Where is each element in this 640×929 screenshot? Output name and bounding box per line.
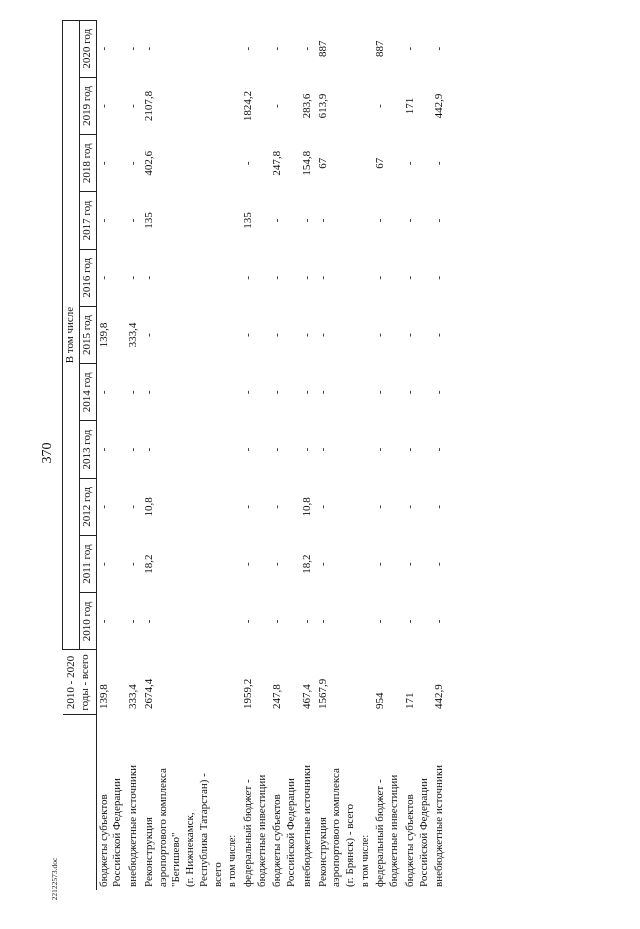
row-value-2012-год: - — [97, 505, 110, 509]
row-value-2018-год — [359, 135, 374, 192]
row-value-2013-год: - — [142, 447, 155, 452]
row-value-2018-год: - — [241, 161, 254, 166]
table-row — [241, 20, 271, 890]
row-total: 1567,9 — [316, 678, 329, 709]
row-label: Реконструкция аэропортового комплекса (г. Брянск) - всего — [316, 768, 356, 887]
row-value-2020-год: - — [403, 46, 416, 51]
row-value-2018-год: 154,8 — [300, 150, 313, 176]
row-value-2020-год: - — [433, 46, 446, 51]
row-value-2012-год: 10,8 — [300, 497, 313, 517]
row-label: внебюджетные источники — [300, 764, 313, 887]
year-header-8: 2018 год — [79, 135, 96, 192]
year-header-6: 2016 год — [79, 249, 96, 306]
row-value-2010-год: - — [142, 619, 155, 624]
year-header-1: 2011 год — [79, 535, 96, 592]
row-value-2016-год: - — [271, 275, 284, 280]
row-value-2020-год: 887 — [374, 40, 387, 57]
row-value-2011-год: - — [374, 562, 387, 566]
row-value-2011-год: - — [271, 562, 284, 566]
row-value-2018-год: - — [403, 161, 416, 166]
row-value-2017-год — [359, 192, 374, 249]
row-value-2014-год: - — [271, 390, 284, 395]
row-value-2010-год: - — [403, 619, 416, 624]
row-value-2012-год: - — [241, 505, 254, 509]
row-value-2010-год: - — [271, 619, 284, 624]
row-value-2016-год: - — [241, 275, 254, 280]
row-value-2020-год: - — [97, 46, 110, 51]
row-value-2010-год — [226, 593, 241, 650]
row-value-2013-год: - — [300, 447, 313, 452]
group-header: В том числе — [63, 20, 80, 650]
row-value-2014-год: - — [433, 390, 446, 395]
row-value-2019-год: 1824,2 — [241, 90, 254, 122]
row-value-2015-год — [226, 306, 241, 363]
row-value-2018-год — [226, 135, 241, 192]
row-value-2019-год: 171 — [403, 97, 416, 115]
row-value-2017-год: - — [433, 218, 446, 223]
row-label: в том числе: — [227, 834, 239, 887]
table-row — [270, 20, 300, 890]
row-value-2015-год: - — [142, 333, 155, 337]
row-value-2013-год: - — [403, 447, 416, 452]
row-value-2013-год — [226, 421, 241, 478]
row-value-2014-год: - — [97, 390, 110, 395]
row-total: 247,8 — [271, 684, 284, 709]
row-value-2014-год: - — [127, 390, 139, 395]
table-row — [96, 20, 126, 890]
row-value-2012-год: - — [403, 505, 416, 509]
row-value-2015-год — [359, 306, 374, 363]
row-value-2016-год: - — [403, 275, 416, 280]
row-value-2010-год: - — [300, 619, 313, 624]
row-value-2012-год: - — [374, 505, 387, 509]
row-value-2010-год: - — [433, 619, 446, 624]
row-value-2013-год: - — [127, 447, 139, 452]
row-value-2011-год — [226, 535, 241, 592]
row-value-2010-год: - — [97, 619, 110, 624]
row-value-2015-год: 333,4 — [127, 322, 139, 348]
row-value-2017-год: 135 — [241, 212, 254, 229]
row-value-2019-год: 2107,8 — [142, 90, 155, 122]
row-value-2019-год — [359, 77, 374, 134]
row-value-2011-год: - — [433, 562, 446, 566]
row-value-2012-год — [226, 478, 241, 535]
row-value-2011-год: - — [403, 562, 416, 566]
row-value-2019-год: - — [374, 104, 387, 108]
row-value-2011-год: 18,2 — [300, 554, 313, 574]
total-column-header: 2010 - 2020 годы - всего — [63, 650, 97, 715]
row-value-2015-год: - — [403, 333, 416, 337]
row-value-2014-год: - — [403, 390, 416, 395]
row-value-2012-год: - — [271, 505, 284, 509]
row-value-2020-год: - — [127, 46, 139, 51]
table-body — [96, 20, 448, 890]
row-value-2016-год: - — [316, 275, 329, 280]
row-total: 467,4 — [300, 684, 313, 709]
row-value-2016-год: - — [433, 275, 446, 280]
funding-table — [62, 20, 448, 890]
row-value-2011-год: - — [127, 562, 139, 566]
row-value-2019-год: 613,9 — [316, 93, 329, 119]
year-header-7: 2017 год — [79, 192, 96, 249]
table-row — [300, 20, 316, 890]
row-value-2013-год: - — [271, 447, 284, 452]
row-value-2014-год: - — [142, 390, 155, 395]
row-value-2019-год: - — [271, 104, 284, 108]
row-value-2015-год: - — [241, 333, 254, 337]
row-label: бюджеты субъектов Российской Федерации — [271, 778, 297, 887]
page-number: 370 — [40, 442, 55, 464]
row-label: в том числе: — [359, 834, 371, 887]
row-total: 1959,2 — [241, 678, 254, 709]
row-value-2017-год: - — [300, 218, 313, 223]
row-value-2019-год — [226, 77, 241, 134]
row-label: внебюджетные источники — [433, 764, 446, 887]
row-total — [359, 650, 374, 715]
row-total — [226, 650, 241, 715]
row-value-2014-год: - — [300, 390, 313, 395]
row-value-2011-год: 18,2 — [142, 554, 155, 574]
table-row — [403, 20, 433, 890]
row-value-2016-год: - — [142, 275, 155, 280]
row-value-2018-год: 402,6 — [142, 150, 155, 176]
row-value-2014-год: - — [316, 390, 329, 395]
row-value-2011-год: - — [97, 562, 110, 566]
table-row — [432, 20, 448, 890]
row-total: 171 — [403, 692, 416, 709]
table-row — [316, 20, 359, 890]
row-label: федеральный бюджет - бюджетные инвестиции — [241, 774, 268, 887]
row-value-2013-год: - — [97, 447, 110, 452]
row-value-2018-год: - — [127, 161, 139, 166]
row-value-2018-год: 247,8 — [271, 150, 284, 176]
row-value-2020-год: - — [142, 46, 155, 51]
row-value-2011-год: - — [316, 562, 329, 566]
row-value-2012-год: - — [433, 505, 446, 509]
row-value-2019-год: 283,6 — [300, 93, 313, 119]
row-value-2014-год — [226, 364, 241, 421]
year-header-3: 2013 год — [79, 421, 96, 478]
row-value-2014-год — [359, 364, 374, 421]
row-value-2013-год: - — [374, 447, 387, 452]
row-value-2017-год: - — [271, 218, 284, 223]
year-header-10: 2020 год — [79, 20, 96, 77]
row-value-2015-год: - — [300, 333, 313, 337]
row-value-2017-год: - — [316, 218, 329, 223]
row-value-2015-год: 139,8 — [97, 322, 110, 348]
row-value-2017-год: - — [97, 218, 110, 223]
table-row — [373, 20, 403, 890]
row-value-2017-год: - — [374, 218, 387, 223]
row-value-2013-год: - — [241, 447, 254, 452]
row-value-2018-год: 67 — [374, 157, 387, 169]
row-value-2016-год: - — [374, 275, 387, 280]
row-value-2019-год: - — [127, 104, 139, 108]
row-total: 2674,4 — [142, 678, 155, 709]
row-value-2016-год: - — [97, 275, 110, 280]
row-value-2020-год — [359, 20, 374, 77]
row-value-2013-год: - — [316, 447, 329, 452]
row-value-2013-год: - — [433, 447, 446, 452]
row-value-2017-год: - — [403, 218, 416, 223]
document-code: 22122573.doc — [50, 857, 59, 901]
row-value-2014-год: - — [241, 390, 254, 395]
row-value-2016-год — [226, 249, 241, 306]
row-label: внебюджетные источники — [127, 764, 139, 887]
row-label: бюджеты субъектов Российской Федерации — [97, 778, 124, 887]
row-value-2020-год: - — [271, 46, 284, 51]
row-value-2019-год: 442,9 — [433, 93, 446, 119]
rotated-table-container — [62, 20, 542, 890]
row-value-2017-год: 135 — [142, 212, 155, 229]
row-value-2013-год — [359, 421, 374, 478]
row-value-2012-год — [359, 478, 374, 535]
row-value-2020-год: - — [241, 46, 254, 51]
row-value-2012-год: 10,8 — [142, 497, 155, 517]
row-value-2019-год: - — [97, 104, 110, 108]
row-value-2010-год: - — [241, 619, 254, 624]
row-value-2011-год: - — [241, 562, 254, 566]
row-value-2016-год: - — [127, 275, 139, 280]
year-header-4: 2014 год — [79, 364, 96, 421]
row-value-2010-год: - — [374, 619, 387, 624]
row-label: федеральный бюджет - бюджетные инвестиции — [374, 774, 400, 887]
row-value-2015-год: - — [374, 333, 387, 337]
row-total: 954 — [374, 692, 387, 709]
row-value-2015-год: - — [433, 333, 446, 337]
year-header-9: 2019 год — [79, 77, 96, 134]
year-header-2: 2012 год — [79, 478, 96, 535]
row-value-2014-год: - — [374, 390, 387, 395]
row-value-2016-год: - — [300, 275, 313, 280]
table-row — [126, 20, 142, 890]
row-value-2020-год: 887 — [316, 40, 329, 57]
row-value-2017-год — [226, 192, 241, 249]
label-column-header — [63, 715, 97, 890]
row-value-2018-год: - — [433, 161, 446, 166]
row-value-2012-год: - — [127, 505, 139, 509]
row-value-2020-год — [226, 20, 241, 77]
row-value-2017-год: - — [127, 218, 139, 223]
row-value-2010-год: - — [316, 619, 329, 624]
row-value-2015-год: - — [316, 333, 329, 337]
row-total: 442,9 — [433, 684, 446, 709]
row-value-2018-год: 67 — [316, 157, 329, 169]
year-header-5: 2015 год — [79, 306, 96, 363]
row-total: 139,8 — [97, 684, 110, 709]
row-total: 333,4 — [127, 684, 139, 709]
row-label: бюджеты субъектов Российской Федерации — [403, 778, 430, 887]
row-value-2011-год — [359, 535, 374, 592]
row-value-2020-год: - — [300, 46, 313, 51]
row-value-2015-год: - — [271, 333, 284, 337]
table-row — [142, 20, 227, 890]
table-row — [359, 20, 374, 890]
year-header-0: 2010 год — [79, 593, 96, 650]
row-value-2012-год: - — [316, 505, 329, 509]
table-row — [226, 20, 241, 890]
row-value-2018-год: - — [97, 161, 110, 166]
row-label: Реконструкция аэропортового комплекса "Бегишево" (г. Нижнекамск, Республика Татарстан) - всего — [142, 768, 224, 887]
row-value-2016-год — [359, 249, 374, 306]
row-value-2010-год: - — [127, 619, 139, 624]
row-value-2010-год — [359, 593, 374, 650]
